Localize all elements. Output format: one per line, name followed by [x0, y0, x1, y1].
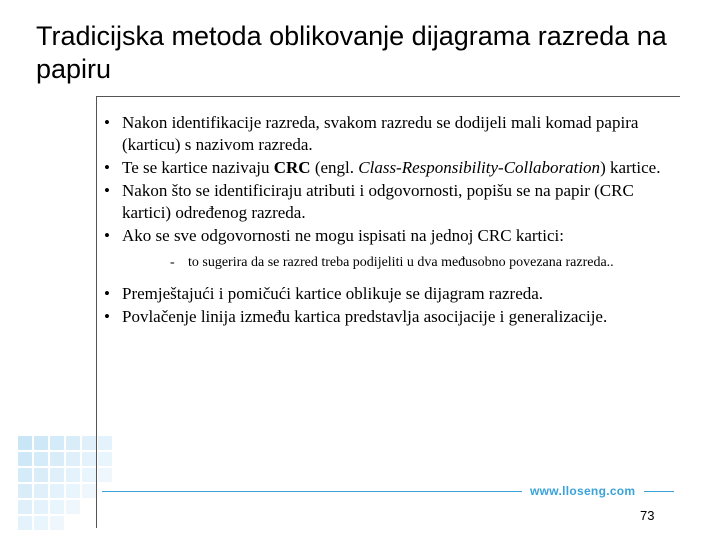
- sub-bullet-item: [104, 253, 676, 273]
- dash-glyph: -: [170, 255, 175, 270]
- grid-cell: [18, 484, 32, 498]
- sub-bullet-text: to sugerira da se razred treba podijeliti u dva međusobno povezana razreda..: [188, 255, 614, 270]
- grid-cell: [34, 516, 48, 530]
- bullet-text: Ako se sve odgovornosti ne mogu ispisati na jednoj CRC kartici:: [122, 226, 564, 245]
- bullet-glyph: •: [104, 158, 110, 177]
- footer-divider-right: [644, 491, 674, 492]
- bullet-text: Povlačenje linija između kartica predstavlja asocijacije i generalizacije.: [122, 307, 608, 326]
- bullet-list: [104, 112, 676, 329]
- bullet-text-before: Te se kartice nazivaju: [122, 158, 274, 177]
- grid-cell: [82, 436, 96, 450]
- grid-cell: [18, 516, 32, 530]
- bullet-item: [104, 112, 676, 156]
- grid-cell: [66, 484, 80, 498]
- grid-cell: [82, 468, 96, 482]
- grid-cell: [98, 452, 112, 466]
- bullet-glyph: •: [104, 284, 110, 303]
- grid-cell: [18, 500, 32, 514]
- bullet-item: [104, 225, 676, 247]
- grid-cell: [34, 484, 48, 498]
- page-number: 73: [640, 508, 655, 523]
- bullet-text-middle: (engl.: [310, 158, 359, 177]
- bullet-text-after: ) kartice.: [600, 158, 661, 177]
- grid-cell: [34, 436, 48, 450]
- grid-cell: [18, 436, 32, 450]
- grid-cell: [66, 468, 80, 482]
- grid-cell: [50, 436, 64, 450]
- bullet-item: [104, 306, 676, 328]
- grid-cell: [34, 500, 48, 514]
- grid-cell: [98, 436, 112, 450]
- grid-cell: [82, 484, 96, 498]
- grid-cell: [98, 468, 112, 482]
- bullet-text: Nakon što se identificiraju atributi i odgovornosti, popišu se na papir (CRC kartici) određenog razreda.: [122, 181, 634, 222]
- slide-title: Tradicijska metoda oblikovanje dijagrama razreda na papiru: [36, 21, 667, 84]
- grid-cell: [82, 452, 96, 466]
- grid-cell: [66, 436, 80, 450]
- bullet-glyph: •: [104, 113, 110, 132]
- grid-cell: [18, 468, 32, 482]
- grid-cell: [66, 452, 80, 466]
- footer-divider: [102, 491, 522, 492]
- grid-cell: [50, 452, 64, 466]
- grid-cell: [66, 500, 80, 514]
- bullet-glyph: •: [104, 226, 110, 245]
- grid-cell: [34, 468, 48, 482]
- footer-url: www.lloseng.com: [530, 484, 636, 498]
- bullet-text-italic: Class-Responsibility-Collaboration: [358, 158, 601, 177]
- bullet-item: [104, 157, 676, 179]
- grid-cell: [50, 484, 64, 498]
- bullet-item: [104, 283, 676, 305]
- grid-cell: [50, 468, 64, 482]
- bullet-glyph: •: [104, 307, 110, 326]
- grid-cell: [34, 452, 48, 466]
- decorative-grid: [18, 436, 114, 532]
- grid-cell: [18, 452, 32, 466]
- bullet-text: Premještajući i pomičući kartice oblikuje se dijagram razreda.: [122, 284, 544, 303]
- bullet-item: [104, 180, 676, 224]
- bullet-text: Nakon identifikacije razreda, svakom razredu se dodijeli mali komad papira (karticu) s nazivom razreda.: [122, 113, 639, 154]
- bullet-text-bold: CRC: [273, 158, 311, 177]
- grid-cell: [50, 500, 64, 514]
- bullet-glyph: •: [104, 181, 110, 200]
- grid-cell: [50, 516, 64, 530]
